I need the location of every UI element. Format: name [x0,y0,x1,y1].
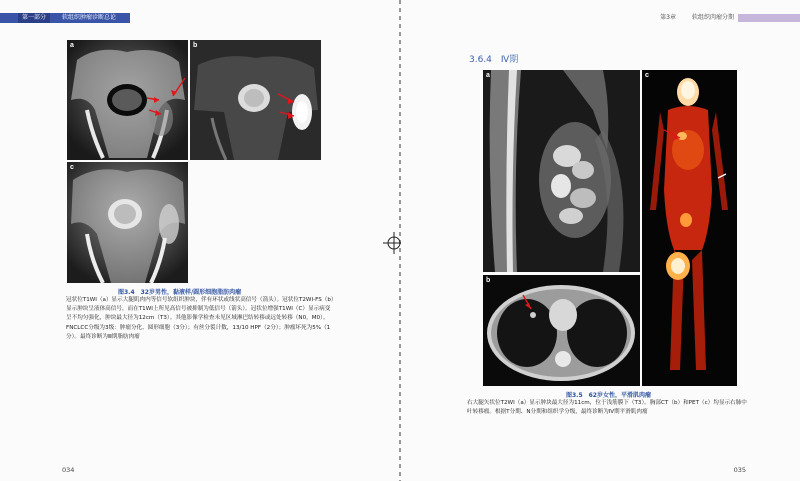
section-title: 3.6.4 Ⅳ期 [469,55,519,65]
book-section-title: 软组织肿瘤诊断总论 [62,14,117,21]
panel-label-b: b [486,277,491,284]
page-number: 035 [733,466,746,474]
figure-caption-body-right: 右大腿矢状位T2WI（a）显示肿块最大径为11cm，位于浅筋膜下（T3）。胸部CT（b）和PET（c）均显示右肺中叶转移瘤。根据T分期、N分期和组织学分级，最终诊断为Ⅳ期平滑肌肉瘤 [467,400,747,416]
figure-caption-title-right: 图3.5 62岁女性，平滑肌肉瘤 [566,392,651,399]
ct-panel-b [483,275,640,386]
coronal-t1-image [67,40,188,160]
pet-whole-body-image [642,70,737,386]
pet-panel-c [642,70,737,386]
panel-label-c: c [70,164,74,171]
mri-panel-c [67,162,188,283]
part-label: 第一部分 [18,13,50,23]
sagittal-t2-thigh-image [483,70,640,272]
figure-caption-title: 图3.4 32岁男性，黏液样/圆形细胞脂肪肉瘤 [118,289,242,296]
coronal-t2-fs-image [190,40,321,160]
chest-ct-image [483,275,640,386]
panel-label-a: a [486,72,490,79]
chapter-number: 第3章 [660,14,676,21]
mri-panel-a [67,40,188,160]
panel-label-c: c [645,72,649,79]
header-bar [738,14,800,22]
mri-panel-b [190,40,321,160]
page-number: 034 [62,466,75,474]
chapter-title: 软组织肉瘤分期 [691,14,734,21]
panel-label-a: a [70,42,74,49]
left-page [0,0,399,481]
mri-panel-a-right [483,70,640,272]
coronal-t1-contrast-image [67,162,188,283]
figure-caption-body: 冠状位T1WI（a）显示大腿肌肉内等信号软组织肿块，伴有环状或线状高信号（箭头）。冠状位T2WI-FS（b）显示肿块呈液体高信号，而在T1WI上所见高信号被抑制为低信号（箭头）。冠状位增强T1WI（C）显示病变呈不均匀强化，肿块最大径为12cm（T3）。其他影像学检查未见区域淋巴结转移或远处转移（N0，M0）。FNCLCC分级为3级：肿瘤分化、圆形细胞（3分）；有丝分裂计数，13/10 HPF（2分）；肿瘤坏死为5%（1分）。最终诊断为Ⅲ期脂肪肉瘤 [66,297,334,340]
panel-label-b: b [193,42,198,49]
